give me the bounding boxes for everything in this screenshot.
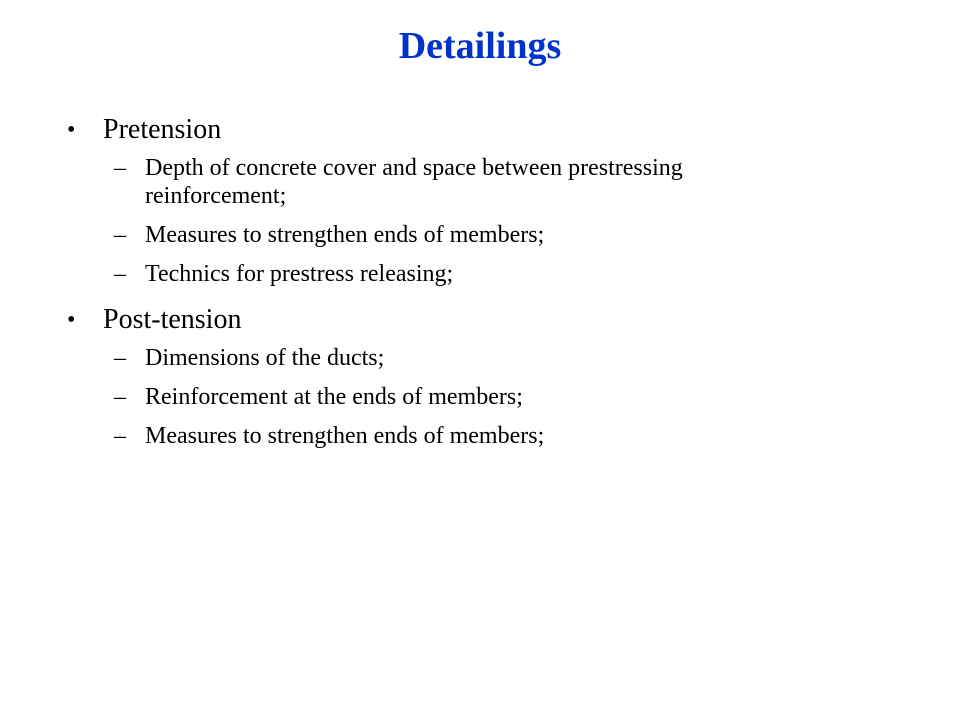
sub-item-text: Technics for prestress releasing;: [145, 261, 454, 287]
slide-content: [64, 112, 904, 464]
sub-marker: –: [114, 423, 126, 449]
sub-item: [64, 422, 765, 450]
sub-marker: –: [114, 261, 126, 287]
sub-list: [64, 344, 904, 450]
sub-marker: –: [114, 155, 126, 181]
sub-item: [64, 383, 765, 411]
bullet-item: [64, 302, 904, 338]
sub-marker: –: [114, 384, 126, 410]
sub-list: [64, 154, 904, 288]
sub-item-text: Measures to strengthen ends of members;: [145, 222, 545, 248]
bullet-marker: •: [67, 307, 76, 333]
sub-marker: –: [114, 345, 126, 371]
sub-item-text: Dimensions of the ducts;: [145, 345, 385, 371]
sub-item: [64, 221, 765, 249]
slide-title: Detailings: [398, 25, 562, 67]
bullet-heading: Pretension: [103, 114, 222, 145]
section-post-tension: [64, 302, 904, 450]
sub-item-text: Reinforcement at the ends of members;: [145, 384, 523, 410]
section-pretension: [64, 112, 904, 288]
bullet-marker: •: [67, 117, 76, 143]
sub-item: [64, 154, 765, 210]
sub-item: [64, 260, 765, 288]
sub-item-text: Measures to strengthen ends of members;: [145, 423, 545, 449]
sub-item: [64, 344, 765, 372]
bullet-heading: Post-tension: [103, 304, 242, 335]
sub-item-text: Depth of concrete cover and space between prestressing reinforcement;: [145, 155, 683, 209]
bullet-item: [64, 112, 904, 148]
sub-marker: –: [114, 222, 126, 248]
